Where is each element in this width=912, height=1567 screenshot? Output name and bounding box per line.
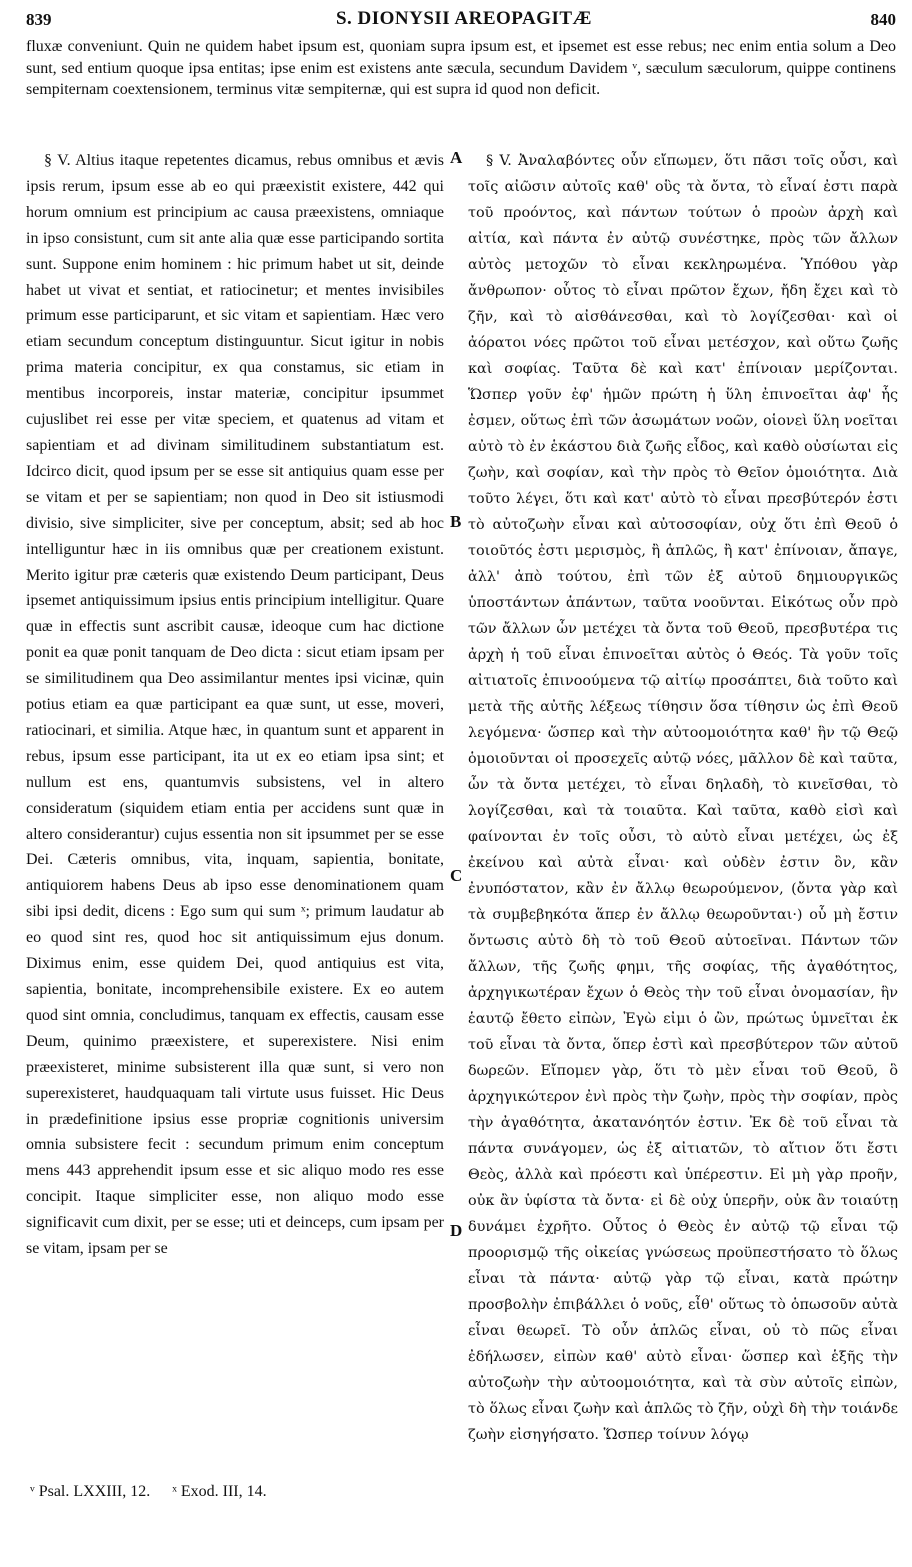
- section-marker-c: C: [450, 866, 463, 885]
- greek-column: [468, 148, 898, 1448]
- left-column-number: 839: [26, 10, 52, 29]
- section-marker-b: B: [450, 512, 462, 531]
- footnote-psalm: ᵛ Psal. LXXIII, 12.: [30, 1483, 151, 1500]
- latin-paragraph: § V. Altius itaque repetentes dicamus, rebus omnibus et ævis ipsis rerum, ipsum esse ab eo qui præexistit existere, 442 qui horum omnium est principium ac causa præexistens, omniaque in ipso consistunt, cum sit ante alia quæ esse participando sortita sunt. Suppone enim hominem : hic primum habet ut sit, deinde habet ut vivat et sentiat, et ratiocinetur; et mentes invisibiles primum esse participarunt, et sic vitam et sapientiam. Hæc vero etiam secundum conceptum distinguuntur. Sicut igitur in nobis prima materia concipitur, ex qua constamus, sic etiam in mentibus incorporeis, instar materiæ, concipitur ipsummet cujuslibet rei esse per vitæ speciem, et quatenus ad vitam et sapientiam et ad divinam similitudinem substantiatum est. Idcirco dicit, quod ipsum per se esse sit antiquius quam esse per se vitam et per se sapientiam; non quod in Deo sit istiusmodi divisio, sive simpliciter, sive per conceptum, absit; sed ab hoc intelliguntur hæc in iis omnibus quæ per creationem existunt. Merito igitur præ cæteris quæ existendo Deum participant, Deus ipsemet antiquissimum ipsius entis principium intelligitur. Quare quæ in effectis sunt ascribit causæ, ideoque cum hac dictione ponit ea quæ ponit tanquam de Deo dicta : sicut etiam ipsam per se similitudinem qua Deo assimilantur mentes ipsi vicinæ, quin potius etiam ea quæ participant ea quæ sunt, ut esse, moveri, ratiocinari, et similia. Atque hæc, in quantum sunt et apparent in rebus, ipsum esse participant, ita ut ex eo etiam ipsa sint; et nullum est ens, quantumvis subsistens, vel in altero consideratum (siquidem etiam entia per accidens sunt quæ in altero considerantur) cujus essentia non sit ipsummet per se esse Dei. Cæteris omnibus, vita, inquam, sapientia, bonitate, antiquiorem habens Deus ab ipso esse denominationem quam sibi ipsi dedit, dicens : Ego sum qui sum ˣ; primum laudatur ab eo quod sint res, quod hoc sit antiquissimum ejus donum. Diximus enim, esse quidem Dei, quod antiquius est vita, sapientia, bonitate, incomprehensibile existere. Ex eo autem quod sint omnia, concludimus, tanquam ex effectis, causam esse Deum, quinimo præexistere, et superexistere. Nisi enim præexisteret, minime subsisterent illa quæ sunt, si vero non superexisteret, haudquaquam tali virtute usus fuisset. Hic Deus in prædefinitione ipsius esse propriæ cognitionis universim omnia subsistere fecit : secundum primum enim conceptum mens 443 apprehendit ipsum esse et sic aliquo modo res esse concipit. Itaque simpliciter esse, non aliquo modo esse significavit cum dixit, per se esse; uti et deinceps, cum ipsam per se vitam, ipsam per se: [26, 152, 444, 1258]
- section-marker-d: D: [450, 1221, 463, 1240]
- running-title: S. DIONYSII AREOPAGITÆ: [335, 8, 593, 29]
- footnotes: [30, 1483, 285, 1501]
- footnote-exodus: ˣ Exod. III, 14.: [172, 1483, 267, 1500]
- running-header: [26, 4, 902, 36]
- greek-paragraph: § V. Ἀναλαβόντες οὖν εἴπωμεν, ὅτι πᾶσι τοῖς οὖσι, καὶ τοῖς αἰῶσιν αὐτοῖς καθ' οὓς τὰ ὄντα, τὸ εἶναί ἐστι παρὰ τοῦ προόντος, καὶ πάντων τούτων ὁ προὼν ἀρχὴ καὶ αἰτία, καὶ πάντα ἐν αὐτῷ συνέστηκε, πρὸς τῶν ἄλλων αὐτὸς μετοχῶν τὸ εἶναι κεκληρωμένα. Ὑπόθου γὰρ ἄνθρωπον· οὗτος τὸ εἶναι πρῶτον ἔχων, ἤδη ἔχει καὶ τὸ ζῆν, καὶ τὸ αἰσθάνεσθαι, καὶ τὸ λογίζεσθαι· καὶ οἱ ἀόρατοι νόες πρῶτοι τοῦ εἶναι μετέσχον, καὶ οὕτω ζωῆς καὶ σοφίας. Ταῦτα δὲ καὶ κατ' ἐπίνοιαν μερίζονται. Ὥσπερ γοῦν ἐφ' ἡμῶν πρώτη ἡ ὕλη ἐπινοεῖται ἀφ' ἧς ἐσμεν, οὕτως ἐπὶ τῶν ἀσωμάτων νοῶν, οἱονεὶ ὕλη νοεῖται αὐτὸ τὸ ἐν ἑκάστου διὰ ζωῆς εἶδος, καὶ καθὸ οὐσίωται εἰς ζωὴν, καὶ σοφίαν, καὶ τὴν πρὸς τὸ Θεῖον ὁμοιότητα. Διὰ τοῦτο λέγει, ὅτι καὶ κατ' αὐτὸ τὸ εἶναι πρεσβύτερόν ἐστι τὸ αὐτοζωὴν εἶναι καὶ αὐτοσοφίαν, οὐχ ὅτι ἐπὶ Θεοῦ ὁ τοιοῦτός ἐστι μερισμὸς, ἢ ἁπλῶς, ἢ κατ' ἐπίνοιαν, ἄπαγε, ἀλλ' ἀπὸ τούτου, ἐπὶ τῶν ἐξ αὐτοῦ δημιουργικῶς ὑποστάντων ἁπάντων, ταῦτα νοοῦνται. Εἰκότως οὖν πρὸ τῶν ἄλλων ὧν μετέχει τὰ ὄντα τοῦ Θεοῦ, πρεσβυτέρα τις ἀρχὴ ἡ τοῦ εἶναι ἐπινοεῖται αὐτὸς ὁ Θεός. Τὰ γοῦν τοῖς αἰτιατοῖς ἐπινοούμενα τῷ αἰτίῳ προσάπτει, διὰ τοῦτο καὶ μετὰ τῆς αὐτῆς λέξεως τίθησιν ὅσα τίθησιν ὡς ἐπὶ Θεοῦ λεγόμενα· ὥσπερ καὶ τὴν αὐτοομοιότητα καθ' ἣν τῷ Θεῷ ὁμοιοῦνται οἱ προσεχεῖς αὐτῷ νόες, μᾶλλον δὲ καὶ ταῦτα, ὧν τὰ ὄντα μετέχει, τὸ εἶναι δηλαδὴ, τὸ κινεῖσθαι, τὸ λογίζεσθαι, καὶ τὰ τοιαῦτα. Καὶ ταῦτα, καθὸ εἰσὶ καὶ φαίνονται ἐν τοῖς οὖσι, τὸ αὐτὸ εἶναι μετέχει, ὡς ἐξ ἐκείνου καὶ αὐτὰ εἶναι· καὶ οὐδὲν ἐστιν ὂν, κἂν ἐνυπόστατον, κἂν ἐν ἄλλῳ θεωρούμενον, (ὄντα γὰρ καὶ τὰ συμβεβηκότα ἅπερ ἐν ἄλλῳ θεωροῦνται·) οὗ μὴ ἔστιν ὄντωσις αὐτὸ δὴ τὸ τοῦ Θεοῦ αὐτοεῖναι. Πάντων τῶν ἄλλων, τῆς ζωῆς φημι, τῆς σοφίας, τῆς ἀγαθότητος, ἀρχηγικωτέραν ἔχων ὁ Θεὸς τὴν τοῦ εἶναι ὀνομασίαν, ἣν ἑαυτῷ ἔθετο εἰπὼν, Ἐγὼ εἰμι ὁ ὢν, πρώτως ὑμνεῖται ἐκ τοῦ εἶναι τὰ ὄντα, ὅπερ ἐστὶ καὶ πρεσβύτερον τῶν αὐτοῦ δωρεῶν. Εἴπομεν γὰρ, ὅτι τὸ μὲν εἶναι τοῦ Θεοῦ, ὃ ἀρχηγικώτερον ἐνὶ πρὸς τὴν ζωὴν, πρὸς τὴν σοφίαν, πρὸς τὴν ἀγαθότητα, ἀκατανόητόν ἐστιν. Ἐκ δὲ τοῦ εἶναι τὰ πάντα συνάγομεν, ὡς ἐξ αἰτιατῶν, τὸ αἴτιον ὅτι ἔστι Θεὸς, ἀλλὰ καὶ πρόεστι καὶ ὑπέρεστιν. Εἰ μὴ γὰρ προῆν, οὐκ ἂν ὑφίστα τὰ ὄντα· εἰ δὲ οὐχ ὑπερῆν, οὐκ ἂν τοιαύτῃ δυνάμει ἐχρῆτο. Οὗτος ὁ Θεὸς ἐν αὐτῷ τῷ εἶναι τῷ προορισμῷ τῆς οἰκείας γνώσεως προϋπεστήσατο τὸ ὅλως εἶναι τὰ πάντα· αὐτῷ γὰρ τῷ εἶναι, κατὰ πρώτην προσβολὴν ἐπιβάλλει ὁ νοῦς, εἶθ' οὕτως τὸ ὁπωσοῦν αὐτὰ εἶναι θεωρεῖ. Τὸ οὖν ἁπλῶς εἶναι, οὐ τὸ πῶς εἶναι ἐδήλωσεν, εἰπὼν καθ' αὐτὸ εἶναι· ὥσπερ καὶ ἑξῆς τὴν αὐτοζωὴν τὴν αὐτοομοιότητα, καὶ τὰ σὺν αὐτοῖς εἰπὼν, τὸ ὅλως εἶναι ζωὴν καὶ ἁπλῶς τὸ ζῆν, οὐχὶ δὴ τὴν τοιάνδε ζωὴν εἰσηγήσατο. Ὥσπερ τοίνυν λόγῳ: [468, 153, 898, 1443]
- latin-column: [26, 148, 444, 1262]
- intro-paragraph: fluxæ conveniunt. Quin ne quidem habet ipsum est, quoniam supra ipsum est, et ipsemet est esse rebus; nec enim entia solum a Deo sunt, sed entium quoque ipsa entitas; ipse enim est existens ante sæcula, secundum Davidem ᵛ, sæculum sæculorum, quippe continens sempiternam coextensionem, terminus vitæ sempiternæ, qui est supra id quod non deficit.: [26, 38, 896, 98]
- right-column-number: 840: [870, 10, 896, 29]
- section-marker-a: A: [450, 148, 463, 167]
